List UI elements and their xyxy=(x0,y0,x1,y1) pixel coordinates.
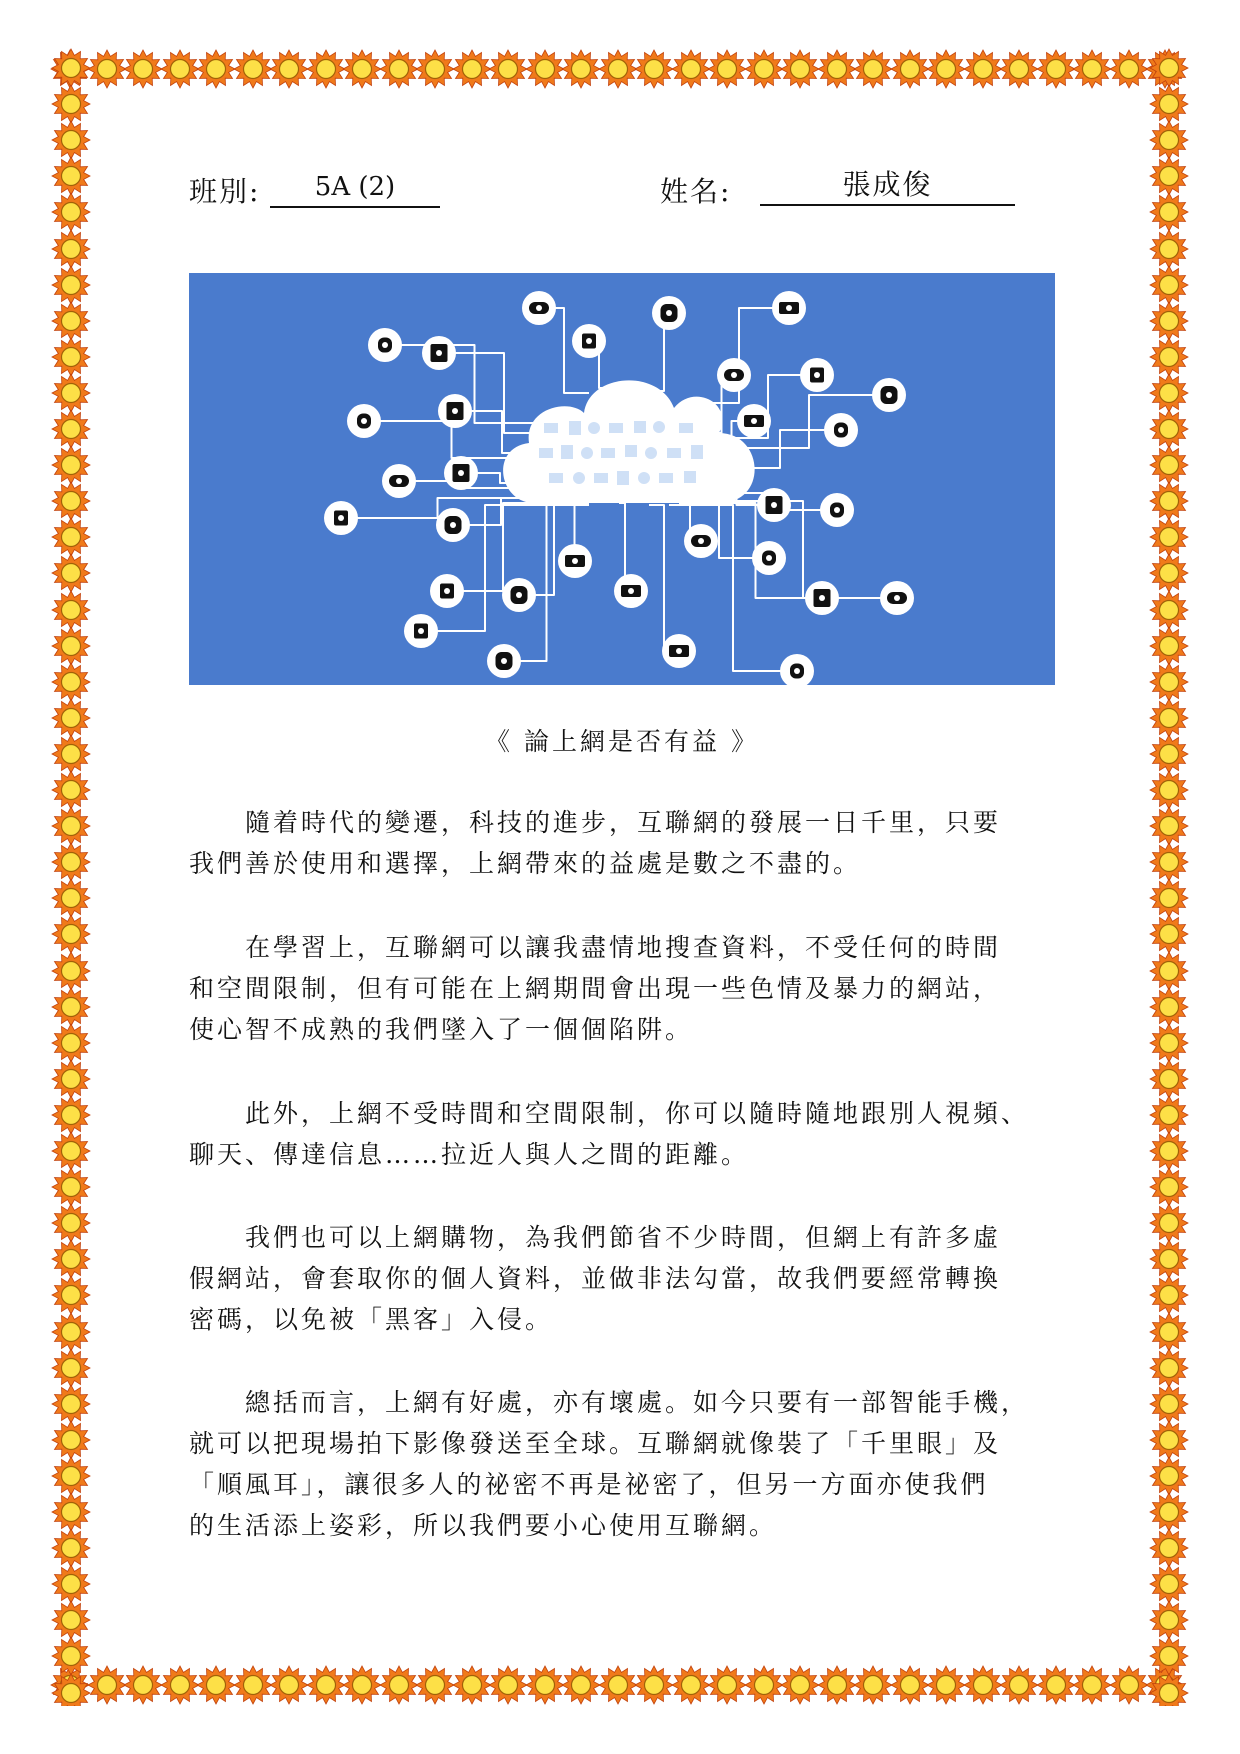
sun-border-icon xyxy=(51,265,91,305)
sun-border-icon xyxy=(51,84,91,124)
paragraph-line: 就可以把現場拍下影像發送至全球。互聯網就像裝了「千里眼」及 xyxy=(189,1429,1002,1458)
sun-border-icon xyxy=(1149,84,1189,124)
sun-border-icon xyxy=(51,1059,91,1099)
sun-border-icon xyxy=(1149,1673,1189,1707)
paragraph-line: 使心智不成熟的我們墜入了一個個陷阱。 xyxy=(189,1015,694,1044)
paragraph-line: 我們也可以上網購物，為我們節省不少時間，但網上有許多虛 xyxy=(189,1223,1002,1252)
sun-border-icon xyxy=(1149,842,1189,882)
sun-border-icon xyxy=(306,1665,346,1705)
sun-border-icon xyxy=(561,1665,601,1705)
sun-border-icon xyxy=(1149,1600,1189,1640)
sun-border-icon xyxy=(853,1665,893,1705)
sun-border-icon xyxy=(1149,951,1189,991)
iot-network-illustration xyxy=(189,273,1055,685)
tv-icon xyxy=(404,614,438,648)
paragraph-2 xyxy=(189,927,1089,1050)
sun-border-icon xyxy=(51,626,91,666)
lightbulb-icon xyxy=(436,508,470,542)
connection-line xyxy=(709,501,897,598)
sun-border-icon xyxy=(488,1665,528,1705)
sun-border-icon xyxy=(51,1456,91,1496)
sun-border-icon xyxy=(51,1131,91,1171)
sun-border-icon xyxy=(160,1665,200,1705)
sun-border-icon xyxy=(1149,806,1189,846)
sun-border-icon xyxy=(1149,1275,1189,1315)
sun-border-icon xyxy=(1149,553,1189,593)
sun-border-icon xyxy=(1149,590,1189,630)
gamepad-icon xyxy=(438,394,472,428)
paragraph-4 xyxy=(189,1217,1089,1340)
sun-border-icon xyxy=(926,1665,966,1705)
sun-border-icon xyxy=(1149,301,1189,341)
laptop-icon xyxy=(880,581,914,615)
floor-lamp-icon xyxy=(347,404,381,438)
sun-border-icon xyxy=(1149,120,1189,160)
page-border-bottom xyxy=(50,1664,1190,1706)
sun-border-icon xyxy=(1149,1636,1189,1676)
blender-icon xyxy=(368,328,402,362)
kettle-icon xyxy=(684,524,718,558)
sun-border-icon xyxy=(1149,265,1189,305)
vacuum-icon xyxy=(772,291,806,325)
page-border-top xyxy=(50,48,1190,90)
airplane-icon xyxy=(430,574,464,608)
sun-border-icon xyxy=(342,1665,382,1705)
sun-border-icon xyxy=(51,1420,91,1460)
sun-border-icon xyxy=(160,49,200,89)
sun-border-icon xyxy=(51,409,91,449)
sun-border-icon xyxy=(51,1275,91,1315)
iot-banner-image xyxy=(189,273,1055,685)
sun-border-icon xyxy=(890,49,930,89)
sun-border-icon xyxy=(598,49,638,89)
paragraph-line: 在學習上，互聯網可以讓我盡情地搜查資料，不受任何的時間 xyxy=(189,933,1002,962)
sun-border-icon xyxy=(744,49,784,89)
telephone-icon xyxy=(805,581,839,615)
sun-border-icon xyxy=(1149,156,1189,196)
sun-border-icon xyxy=(634,1665,674,1705)
sun-border-icon xyxy=(51,590,91,630)
sun-border-icon xyxy=(1149,1131,1189,1171)
name-label: 姓名: xyxy=(660,175,732,208)
sun-border-icon xyxy=(51,445,91,485)
sun-border-icon xyxy=(926,49,966,89)
sun-border-icon xyxy=(51,1312,91,1352)
sun-border-icon xyxy=(1149,1095,1189,1135)
sun-border-icon xyxy=(51,914,91,954)
sun-border-icon xyxy=(1149,626,1189,666)
video-camera-icon xyxy=(522,291,556,325)
sun-border-icon xyxy=(51,770,91,810)
sun-border-icon xyxy=(269,1665,309,1705)
sun-border-icon xyxy=(1149,1167,1189,1207)
page-border-right xyxy=(1148,48,1190,1706)
sun-border-icon xyxy=(342,49,382,89)
sun-border-icon xyxy=(890,1665,930,1705)
sun-border-icon xyxy=(51,553,91,593)
sun-border-icon xyxy=(51,662,91,702)
sun-border-icon xyxy=(598,1665,638,1705)
sun-border-icon xyxy=(634,49,674,89)
desktop-icon xyxy=(614,574,648,608)
sun-border-icon xyxy=(1072,1665,1112,1705)
sun-border-icon xyxy=(51,1564,91,1604)
clock-icon xyxy=(324,501,358,535)
paragraph-line: 此外，上網不受時間和空間限制，你可以隨時隨地跟別人視頻、 xyxy=(189,1099,1030,1128)
camera-icon xyxy=(382,464,416,498)
speaker-icon xyxy=(558,544,592,578)
sun-border-icon xyxy=(1149,517,1189,557)
sun-border-icon xyxy=(1149,1384,1189,1424)
sun-border-icon xyxy=(87,1665,127,1705)
sun-border-icon xyxy=(51,301,91,341)
sun-border-icon xyxy=(51,806,91,846)
sun-border-icon xyxy=(51,1348,91,1388)
sun-border-icon xyxy=(51,1023,91,1063)
sun-border-icon xyxy=(963,1665,1003,1705)
car-icon xyxy=(872,378,906,412)
sun-border-icon xyxy=(51,373,91,413)
sun-border-icon xyxy=(51,987,91,1027)
monitor-icon xyxy=(800,358,834,392)
sun-border-icon xyxy=(963,49,1003,89)
sun-border-icon xyxy=(1149,1528,1189,1568)
sun-border-icon xyxy=(1149,1456,1189,1496)
essay-title: 《 論上網是否有益 》 xyxy=(485,727,759,756)
sun-border-icon xyxy=(780,49,820,89)
sun-border-icon xyxy=(51,1492,91,1532)
sun-border-icon xyxy=(1036,49,1076,89)
page-border-left xyxy=(50,48,92,1706)
paragraph-line: 聊天、傳達信息……拉近人與人之間的距離。 xyxy=(189,1140,750,1169)
microphone-icon xyxy=(652,296,686,330)
paragraph-3 xyxy=(189,1093,1089,1175)
sun-border-icon xyxy=(379,1665,419,1705)
sun-border-icon xyxy=(1149,1564,1189,1604)
sun-border-icon xyxy=(51,229,91,269)
sun-border-icon xyxy=(123,49,163,89)
sun-border-icon xyxy=(1109,49,1149,89)
sun-border-icon xyxy=(196,1665,236,1705)
sun-border-icon xyxy=(269,49,309,89)
sun-border-icon xyxy=(1149,662,1189,702)
sun-border-icon xyxy=(525,49,565,89)
sun-border-icon xyxy=(1149,914,1189,954)
sun-border-icon xyxy=(51,698,91,738)
paragraph-line: 隨着時代的變遷，科技的進步，互聯網的發展一日千里，只要 xyxy=(189,808,1002,837)
sun-border-icon xyxy=(452,1665,492,1705)
sun-border-icon xyxy=(51,1095,91,1135)
drill-icon xyxy=(502,578,536,612)
sun-border-icon xyxy=(51,842,91,882)
sun-border-icon xyxy=(415,1665,455,1705)
sun-border-icon xyxy=(51,1636,91,1676)
paragraph-line: 的生活添上姿彩，所以我們要小心使用互聯網。 xyxy=(189,1511,778,1540)
sun-border-icon xyxy=(379,49,419,89)
sun-border-icon xyxy=(1149,1312,1189,1352)
tablet-icon xyxy=(780,654,814,685)
sun-border-icon xyxy=(1149,445,1189,485)
sun-border-icon xyxy=(1149,770,1189,810)
sun-border-icon xyxy=(87,49,127,89)
radio-icon xyxy=(737,404,771,438)
sun-border-icon xyxy=(51,156,91,196)
sun-border-icon xyxy=(1149,1023,1189,1063)
name-value: 張成俊 xyxy=(760,168,1015,206)
cloud-icon xyxy=(503,380,755,503)
sun-border-icon xyxy=(51,48,91,88)
scale-icon xyxy=(752,541,786,575)
sun-border-icon xyxy=(452,49,492,89)
sun-border-icon xyxy=(525,1665,565,1705)
sun-border-icon xyxy=(233,49,273,89)
sun-border-icon xyxy=(51,192,91,232)
sun-border-icon xyxy=(1149,48,1189,88)
washing-machine-icon xyxy=(717,358,751,392)
sun-border-icon xyxy=(1149,1059,1189,1099)
sun-border-icon xyxy=(1109,1665,1149,1705)
sun-border-icon xyxy=(51,1167,91,1207)
sun-border-icon xyxy=(780,1665,820,1705)
sun-border-icon xyxy=(415,49,455,89)
paragraph-1 xyxy=(189,802,1089,884)
sun-border-icon xyxy=(233,1665,273,1705)
refrigerator-icon xyxy=(824,413,858,447)
sun-border-icon xyxy=(671,49,711,89)
sun-border-icon xyxy=(1149,878,1189,918)
sun-border-icon xyxy=(51,1673,91,1707)
sun-border-icon xyxy=(999,1665,1039,1705)
paragraph-5 xyxy=(189,1382,1089,1546)
paragraph-line: 「順風耳」，讓很多人的祕密不再是祕密了，但另一方面亦使我們 xyxy=(189,1470,989,1499)
sun-border-icon xyxy=(1149,698,1189,738)
desk-lamp-icon xyxy=(820,493,854,527)
headphones-icon xyxy=(422,336,456,370)
sun-border-icon xyxy=(1149,192,1189,232)
sun-border-icon xyxy=(1149,337,1189,377)
sun-border-icon xyxy=(561,49,601,89)
sun-border-icon xyxy=(1149,229,1189,269)
sun-border-icon xyxy=(51,878,91,918)
sun-border-icon xyxy=(999,49,1039,89)
class-value: 5A (2) xyxy=(270,170,440,208)
paragraph-line: 密碼，以免被「黑客」入侵。 xyxy=(189,1305,554,1334)
sun-border-icon xyxy=(51,734,91,774)
sun-border-icon xyxy=(1149,1420,1189,1460)
sun-border-icon xyxy=(51,337,91,377)
paragraph-line: 假網站，會套取你的個人資料，並做非法勾當，故我們要經常轉換 xyxy=(189,1264,1002,1293)
sun-border-icon xyxy=(51,120,91,160)
sun-border-icon xyxy=(1149,481,1189,521)
sun-border-icon xyxy=(51,1203,91,1243)
sun-border-icon xyxy=(1149,1492,1189,1532)
sun-border-icon xyxy=(1149,1348,1189,1388)
sun-border-icon xyxy=(1149,409,1189,449)
sun-border-icon xyxy=(1149,1203,1189,1243)
class-label: 班別: xyxy=(189,175,261,208)
sun-border-icon xyxy=(707,1665,747,1705)
phone-icon xyxy=(444,456,478,490)
sun-border-icon xyxy=(744,1665,784,1705)
sun-border-icon xyxy=(853,49,893,89)
sun-border-icon xyxy=(196,49,236,89)
sun-border-icon xyxy=(51,1384,91,1424)
sun-border-icon xyxy=(51,1239,91,1279)
sun-border-icon xyxy=(488,49,528,89)
sun-border-icon xyxy=(671,1665,711,1705)
sun-border-icon xyxy=(1149,373,1189,413)
smartwatch-icon xyxy=(757,488,791,522)
paragraph-line: 和空間限制，但有可能在上網期間會出現一些色情及暴力的網站， xyxy=(189,974,1002,1003)
sun-border-icon xyxy=(123,1665,163,1705)
sun-border-icon xyxy=(1072,49,1112,89)
sun-border-icon xyxy=(817,1665,857,1705)
sun-border-icon xyxy=(51,951,91,991)
sun-border-icon xyxy=(817,49,857,89)
paragraph-line: 總括而言，上網有好處，亦有壞處。如今只要有一部智能手機， xyxy=(189,1388,1030,1417)
paragraph-line: 我們善於使用和選擇，上網帶來的益處是數之不盡的。 xyxy=(189,849,862,878)
fan-icon xyxy=(487,644,521,678)
webcam-icon xyxy=(662,634,696,668)
sun-border-icon xyxy=(1149,734,1189,774)
sun-border-icon xyxy=(1149,1239,1189,1279)
connection-line xyxy=(341,498,534,518)
printer-icon xyxy=(572,324,606,358)
sun-border-icon xyxy=(1149,987,1189,1027)
sun-border-icon xyxy=(51,481,91,521)
connection-line xyxy=(649,505,679,651)
sun-border-icon xyxy=(306,49,346,89)
sun-border-icon xyxy=(51,1600,91,1640)
sun-border-icon xyxy=(1036,1665,1076,1705)
sun-border-icon xyxy=(707,49,747,89)
sun-border-icon xyxy=(51,517,91,557)
sun-border-icon xyxy=(51,1528,91,1568)
